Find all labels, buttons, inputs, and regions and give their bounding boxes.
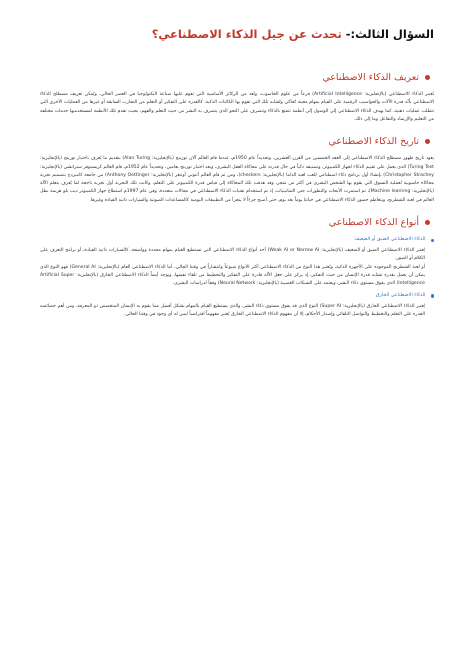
red-dot-bullet-icon [425,139,430,144]
section-history [40,136,434,205]
red-dot-bullet-icon [425,75,430,80]
section-heading [40,217,430,228]
sub-paragraph: يُعتبر الذكاء الاصطناعي الضيق أو الضعيف (بالإنجليزية: Weak AI or Narrow AI) أحد أنواع الذكاء الاصطناعي التي تستطيع القيام بمهام محددة وواضحة، كالسيارات ذاتية القيادة، أو برامج التعرف على الكلام أو الصور. [40,248,425,262]
page-title [40,26,434,42]
section-definition [40,72,434,124]
section-heading-text: أنواع الذكاء الاصطناعي [328,217,419,229]
section-paragraph: يعود تاريخ ظهور مصطلح الذكاء الاصطناعي إلى العقد الخمسين من القرن العشرين، وتحديداً عام 1950م، عندما قام العالم آلان تورينج (بالإنجليزية: Alan Turing) بتقديم ما يُعرف باختبار تورينج (بالإنجليزية: Turing Test) الذي يعمل على تقييم الذكاء لجهاز الكمبيوتر، وتصنيفه ذكياً في حال قدرته على محاكاة العقل البشري، وبعد اختبار تورينج بعامين، وتحديداً عام 1952م، قام العالم كريستوفر ستراتشي (بالإنجليزية: Christopher Strachey) بإنشاء أول برنامج ذكاء اصطناعي للعب لعبة الداما (بالإنجليزية: checkers)، ومن ثم قام العالم أنتوني أوتنغر (بالإنجليزية: Anthony Oettinger) من جامعة كامبردج بتصميم تجربة محاكاة حاسوبية لعملية التسوق التي يقوم بها الشخص البشري في أكثر من متجر، وقد هدفت تلك المحاكاة إلى قياس قدرة الكمبيوتر على التعلم، وكانت تلك التجربة أول تجربة ناجحة لما يُعرف بتعلم الآلة (بالإنجليزية: Machine learning)، ثم استمرت الأبحاث والتطورات حتى الثمانينيات، إذ تم استخدام تقنيات الذكاء الاصطناعي في مجالات متعددة، وفي عام 1997م استطاع جهاز الكمبيوتر ديب بلو هزيمة بطل العالم في لعبة الشطرنج، ويتعاظم حضور الذكاء الاصطناعي في حياتنا يوماً بعد يوم، حتى أصبح جزءاً لا يتجزأ من التطبيقات اليومية كالمساعدات الصوتية والسيارات ذاتية القيادة وغيرها. [40,156,434,203]
section-heading [40,136,430,147]
section-heading-text: تعريف الذكاء الاصطناعي [322,72,419,84]
sub-heading [40,236,434,244]
section-types [40,217,434,319]
section-heading-text: تاريخ الذكاء الاصطناعي [328,136,419,148]
sub-body [40,303,434,320]
section-heading [40,72,430,83]
section-paragraph: يُعتبر الذكاء الاصطناعي (بالإنجليزية: Artificial Intelligence) فرعاً من علوم الحاسوب، ويُعد من الركائز الأساسية التي تقوم عليها صناعة التكنولوجيا في العصر الحالي، ويُمكن تعريف مصطلح الذكاء الاصطناعي بأنّه قدرة الآلات والحواسيب الرقمية على القيام بمهام معينة تُحاكي وتُشابه تلك التي تقوم بها الكائنات الذكية، كالقدرة على التفكير أو التعلم من التجارب السابقة أو غيرها من العمليات الأخرى التي تتطلب عمليات ذهنية، كما يهدف الذكاء الاصطناعي إلى الوصول إلى أنظمة تتمتع بالذكاء وتتصرف على النحو الذي يتصرف به البشر من حيث التعلم والفهم، بحيث تقدم تلك الأنظمة لمستخدميها خدمات مختلفة من التعليم والإرشاد والتفاعل وما إلى ذلك. [40,92,434,122]
blue-dot-bullet-icon [431,239,435,243]
blue-dot-bullet-icon [431,294,435,298]
type-item-narrow [40,236,434,288]
title-question: تحدث عن جيل الذكاء الاصطناعي؟ [151,27,346,41]
sub-paragraph: يُعتبر الذكاء الاصطناعي الخارق (بالإنجليزية: Super AI) النوع الذي قد يفوق مستوى ذكاء البشر، والذي يستطيع القيام بالمهام بشكل أفضل مما يقوم به الإنسان المتخصص ذو المعرفة، ومن أهم خصائصه القدرة على التعلم والتخطيط والتواصل التلقائي وإصدار الأحكام، إلا أن مفهوم الذكاء الاصطناعي الخارق يُعتبر مفهوماً افتراضياً ليس له أي وجود في وقتنا الحالي. [40,303,425,317]
red-dot-bullet-icon [425,220,430,225]
sub-body [40,247,434,288]
title-prefix: السؤال الثالث:- [345,27,434,41]
type-item-super [40,292,434,320]
sub-heading-text: الذكاء الاصطناعي الخارق [375,292,426,298]
sub-paragraph: أو لعبة الشطرنج الموجودة على الأجهزة الذكية، ويُعتبر هذا النوع من الذكاء الاصطناعي أكثر الأنواع شيوعاً وانتشاراً في وقتنا الحالي، أما الذكاء الاصطناعي العام (بالإنجليزية: General AI) فهو النوع الذي يمكن أن يعمل بقدرة تشابه قدرة الإنسان من حيث التفكير، إذ يركز على جعل الآلة قادرة على التفكير والتخطيط من تلقاء نفسها، ويوجد أيضاً الذكاء الاصطناعي الخارق (بالإنجليزية: Artificial Super Intelligence) الذي يفوق مستوى ذكاء البشر، ويعتمد على الشبكات العصبية (بالإنجليزية: Neural Network) وفقاً لدراسات البشري. [40,264,425,287]
sub-heading-text: الذكاء الاصطناعي الضيق أو الضعيف [354,237,426,243]
sub-heading [40,292,434,300]
